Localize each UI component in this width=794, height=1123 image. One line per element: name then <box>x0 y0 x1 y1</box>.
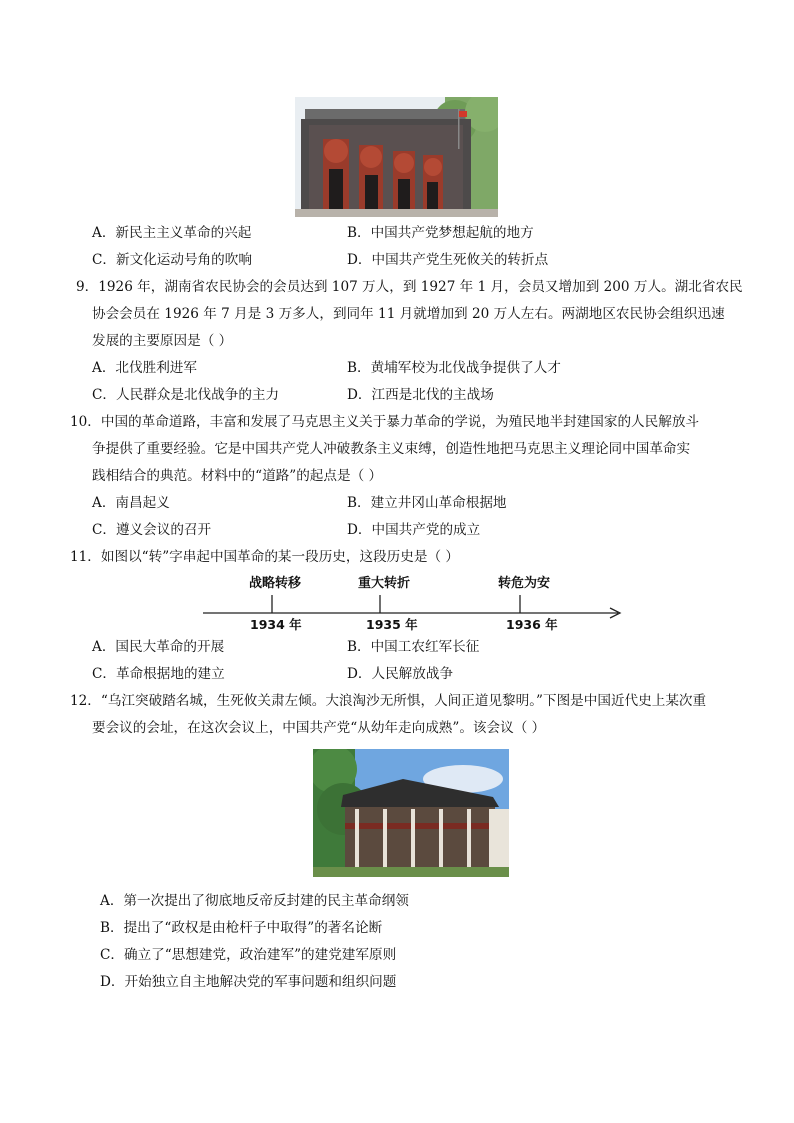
q12-option-c[interactable]: C．确立了“思想建党，政治建军”的建党建军原则 <box>100 947 397 963</box>
timeline-event-label-3: 转危为安 <box>498 576 551 591</box>
meeting-site-photo <box>313 749 509 877</box>
timeline-event-label-1: 战略转移 <box>249 576 302 591</box>
timeline-year-2: 1935 年 <box>366 617 418 632</box>
timeline-year-3: 1936 年 <box>506 617 558 632</box>
q9-option-b[interactable]: B．黄埔军校为北伐战争提供了人才 <box>347 360 561 376</box>
timeline-event-label-2: 重大转折 <box>358 576 411 591</box>
q8-option-d[interactable]: D．中国共产党生死攸关的转折点 <box>347 252 549 268</box>
timeline-year-1: 1934 年 <box>250 617 302 632</box>
q11-option-d[interactable]: D．人民解放战争 <box>347 666 454 682</box>
q12-option-b[interactable]: B．提出了“政权是由枪杆子中取得”的著名论断 <box>100 920 383 936</box>
q12-stem-line-2: 要会议的会址，在这次会议上，中国共产党“从幼年走向成熟”。该会议（ ） <box>92 720 546 736</box>
q11-option-b[interactable]: B．中国工农红军长征 <box>347 639 480 655</box>
q11-stem: 11．如图以“转”字串起中国革命的某一段历史，这段历史是（ ） <box>70 549 459 565</box>
q12-option-a[interactable]: A．第一次提出了彻底地反帝反封建的民主革命纲领 <box>100 893 409 909</box>
q10-stem-line-3: 践相结合的典范。材料中的“道路”的起点是（ ） <box>92 468 383 484</box>
q11-option-c[interactable]: C．革命根据地的建立 <box>92 666 225 682</box>
q10-stem-line-1: 10．中国的革命道路，丰富和发展了马克思主义关于暴力革命的学说，为殖民地半封建国家的人民解放斗 <box>70 414 700 430</box>
q10-option-c[interactable]: C．遵义会议的召开 <box>92 522 212 538</box>
q10-option-a[interactable]: A．南昌起义 <box>92 495 170 511</box>
q8-option-c[interactable]: C．新文化运动号角的吹响 <box>92 252 252 268</box>
timeline <box>200 572 630 632</box>
building-photo-top <box>295 97 498 217</box>
q10-option-b[interactable]: B．建立井冈山革命根据地 <box>347 495 507 511</box>
q8-option-b[interactable]: B．中国共产党梦想起航的地方 <box>347 225 534 241</box>
q9-option-d[interactable]: D．江西是北伐的主战场 <box>347 387 494 403</box>
q12-option-d[interactable]: D．开始独立自主地解决党的军事问题和组织问题 <box>100 974 397 990</box>
q9-option-a[interactable]: A．北伐胜利进军 <box>92 360 197 376</box>
q8-option-a[interactable]: A．新民主主义革命的兴起 <box>92 225 252 241</box>
q9-option-c[interactable]: C．人民群众是北伐战争的主力 <box>92 387 280 403</box>
q9-stem-line-1: 9．1926 年，湖南省农民协会的会员达到 107 万人，到 1927 年 1 月，会员又增加到 200 万人。湖北省农民 <box>76 279 743 295</box>
q12-stem-line-1: 12．“乌江突破踏名城，生死攸关肃左倾。大浪淘沙无所惧，人间正道见黎明。”下图是中国近代史上某次重 <box>70 693 707 709</box>
q9-stem-line-2: 协会会员在 1926 年 7 月是 3 万多人，到同年 11 月就增加到 20 万人左右。两湖地区农民协会组织迅速 <box>92 306 725 322</box>
q9-stem-line-3: 发展的主要原因是（ ） <box>92 333 233 349</box>
q10-option-d[interactable]: D．中国共产党的成立 <box>347 522 481 538</box>
q11-option-a[interactable]: A．国民大革命的开展 <box>92 639 225 655</box>
q10-stem-line-2: 争提供了重要经验。它是中国共产党人冲破教条主义束缚，创造性地把马克思主义理论同中国革命实 <box>92 441 691 457</box>
